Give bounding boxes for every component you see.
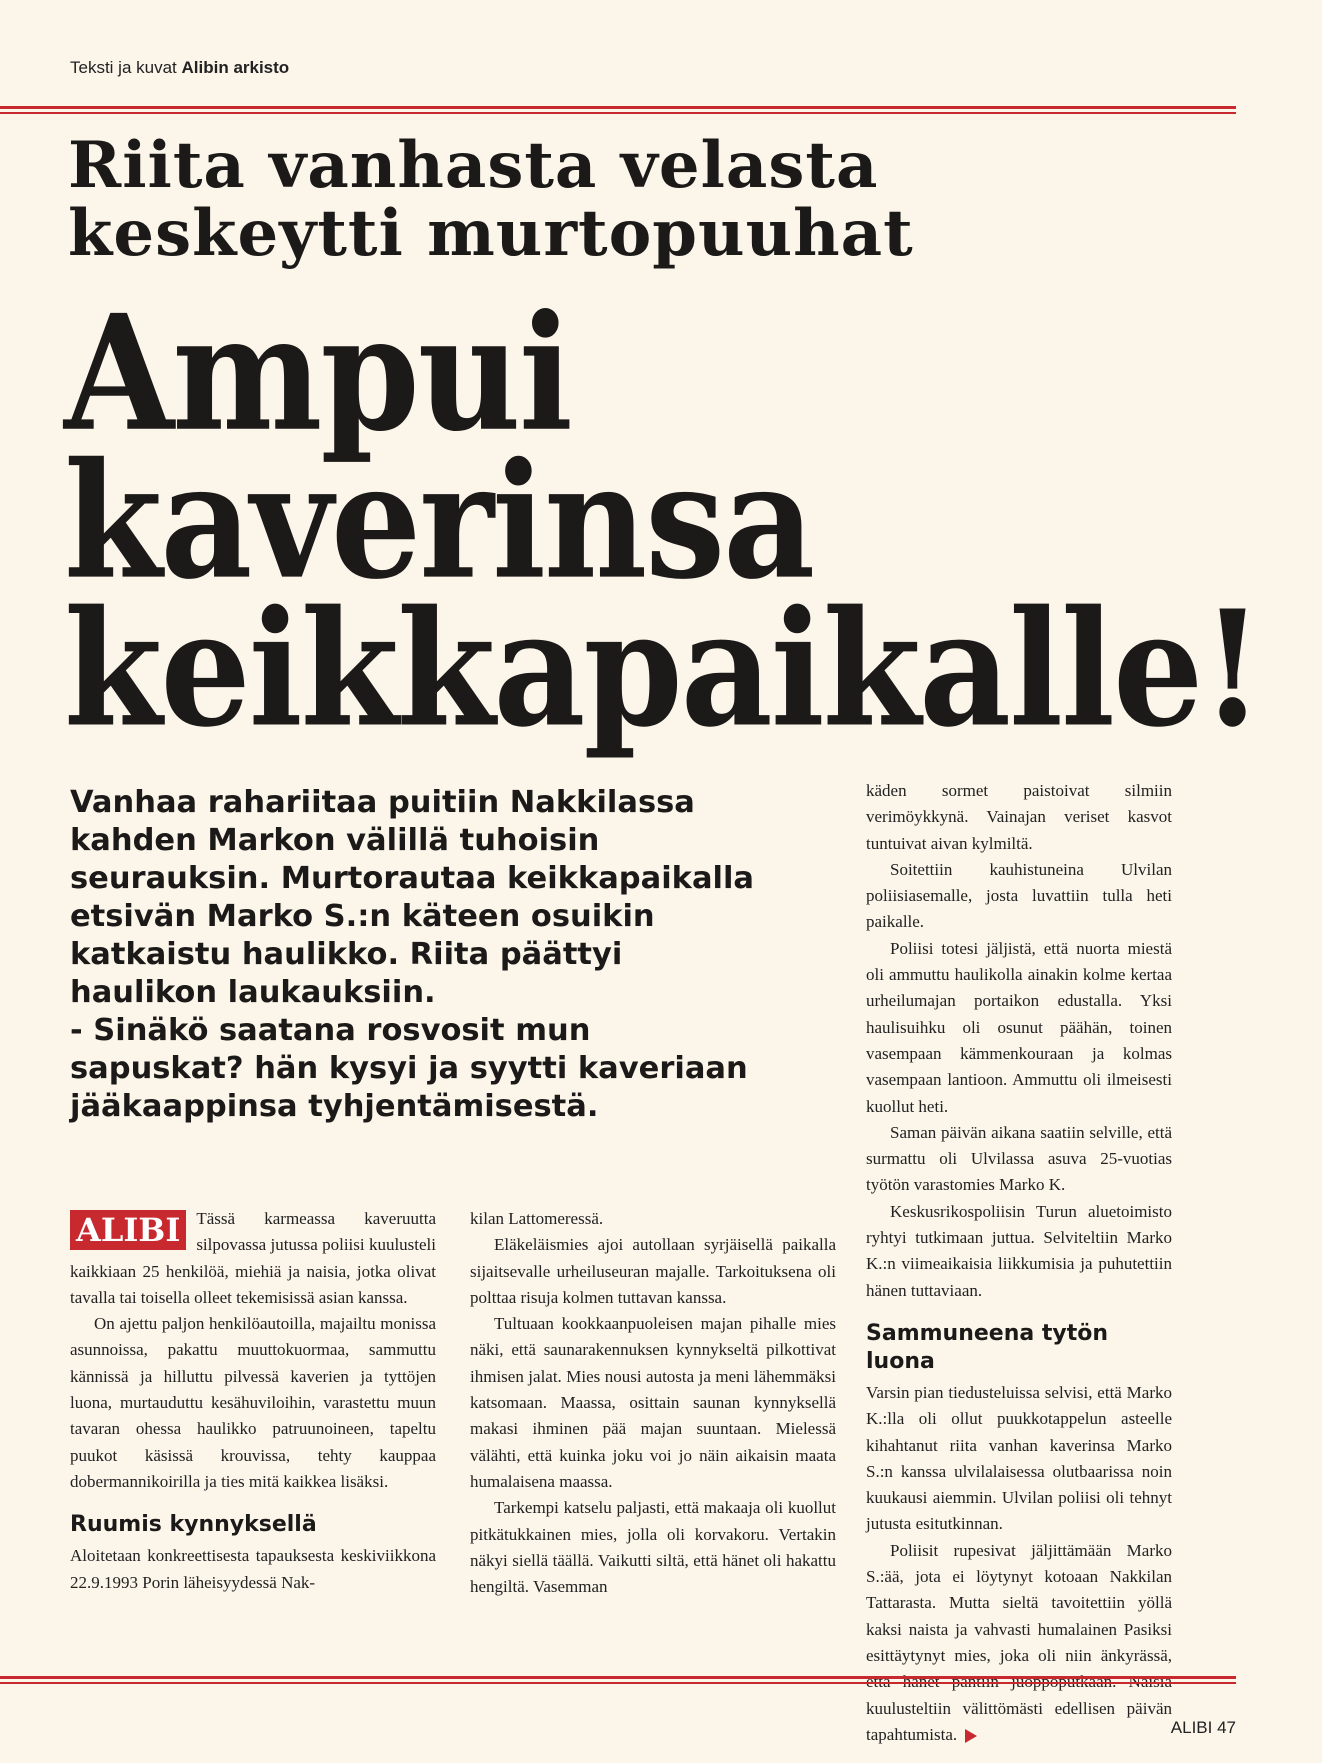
body-paragraph: On ajettu paljon henkilöautoilla, majailtu monissa asunnoissa, pakattu muuttokuormaa, sammuttu kännissä ja hilluttu pilvessä kaverien ja tyttöjen luona, murtauduttu kesähuviloihin, varastettu muun tavaran ohessa haulikko patruunoineen, tapeltu puukot käsissä krouvissa, tehty kauppaa dobermannikoirilla ja ties mitä kaikkea lisäksi. bbox=[70, 1314, 436, 1491]
body-paragraph: Varsin pian tiedusteluissa selvisi, että Marko K.:lla oli ollut puukkotappelun asteelle kihahtanut riita vanhan kaverinsa Marko S.:n kanssa ulvilalaisessa olutbaarissa noin kuukausi aiemmin. Ulvilan poliisi oli tehnyt jutusta esitutkinnan. bbox=[866, 1382, 1172, 1534]
lead-line: - Sinäkö saatana rosvosit mun bbox=[70, 1013, 591, 1048]
main-headline bbox=[64, 280, 1262, 763]
lead-line: etsivän Marko S.:n käteen osuikin bbox=[70, 899, 655, 934]
body-paragraph: Tarkempi katselu paljasti, että makaaja oli kuollut pitkätukkainen mies, jolla oli korvakoru. Vertakin näkyi siellä täällä. Vaikutti siltä, että hänet oli hakattu hengiltä. Vasemman bbox=[470, 1498, 836, 1597]
body-paragraph: Tässä karmeassa kaveruutta silpovassa jutussa poliisi kuulusteli kaikkiaan 25 henkilöä, miehiä ja naisia, jotka olivat tavalla tai toisella olleet tekemisissä asian kanssa. bbox=[70, 1209, 436, 1307]
lead-line: sapuskat? hän kysyi ja syytti kaveriaan bbox=[70, 1051, 748, 1086]
lead-line: Vanhaa rahariitaa puitiin Nakkilassa bbox=[70, 785, 695, 820]
top-rule bbox=[0, 106, 1236, 114]
headline-line: keikkapaikalle! bbox=[64, 576, 1262, 763]
credit-source: Alibin arkisto bbox=[181, 58, 290, 77]
lead-paragraph bbox=[70, 784, 840, 1126]
body-paragraph: Tultuaan kookkaanpuoleisen majan pihalle mies näki, että saunarakennuksen kynnykseltä pilkottivat ihmisen jalat. Mies nousi autosta ja meni lähemmäksi katsomaan. Maassa, osittain saunan kynnyksellä makasi ihminen pää majan suuntaan. Mielessä välähti, että kuinka joku voi jo näin aikaisin maata humalaisena maassa. bbox=[470, 1314, 836, 1491]
lead-line: katkaistu haulikko. Riita päättyi bbox=[70, 937, 623, 972]
body-paragraph: Keskusrikospoliisin Turun aluetoimisto ryhtyi tutkimaan juttua. Selviteltiin Marko K.:n viimeaikaisia liikkumisia ja puhutettiin hänen tuttaviaan. bbox=[866, 1201, 1172, 1300]
body-column-1 bbox=[70, 1206, 436, 1596]
subheading: Ruumis kynnyksellä bbox=[70, 1512, 317, 1538]
kicker-line: Riita vanhasta velasta bbox=[68, 128, 879, 203]
body-paragraph: Poliisi totesi jäljistä, että nuorta miestä oli ammuttu haulikolla ainakin kolme kertaa urheilumajan portaikon edustalla. Yksi haulisuihku oli osunut päähän, toinen vasempaan kämmenkouraan ja kolmas vasempaan lantioon. Ammuttu oli ilmeisesti kuollut heti. bbox=[866, 938, 1172, 1116]
credit-label: Teksti ja kuvat bbox=[70, 58, 177, 77]
body-paragraph-text: Poliisit rupesivat jäljittämään Marko S.:ää, jota ei löytynyt kotoaan Nakkilan Tattarasta. Mutta sieltä tavoitettiin yöllä kaksi naista ja vahvasti humalainen Pasiksi esittäytynyt mies, joka oli niin änkyrässä, että hänet pantiin juoppoputkaan. Naisia kuulusteltiin välittömästi edellisen päivän tapahtumista. bbox=[866, 1540, 1172, 1744]
headline-line: Ampui bbox=[64, 280, 571, 467]
body-paragraph: Aloitetaan konkreettisesta tapauksesta keskiviikkona 22.9.1993 Porin läheisyydessä Nak- bbox=[70, 1546, 436, 1592]
lead-line: haulikon laukauksiin. bbox=[70, 975, 436, 1010]
body-paragraph: Saman päivän aikana saatiin selville, että surmattu oli Ulvilassa asuva 25-vuotias työtön varastomies Marko K. bbox=[866, 1122, 1172, 1195]
body-paragraph: Eläkeläismies ajoi autollaan syrjäisellä paikalla sijaitsevalle urheiluseuran majalle. Tarkoituksena oli polttaa risuja kolmen tuttavan kanssa. bbox=[470, 1235, 836, 1307]
body-paragraph: kilan Lattomeressä. bbox=[470, 1209, 604, 1228]
triangle-right-icon bbox=[965, 1729, 977, 1743]
kicker-headline bbox=[68, 128, 914, 271]
body-paragraph: käden sormet paistoivat silmiin verimöykkynä. Vainajan veriset kasvot tuntuivat aivan kylmiltä. bbox=[866, 781, 1172, 853]
lead-line: kahden Markon välillä tuhoisin bbox=[70, 823, 600, 858]
lead-line: seurauksin. Murtorautaa keikkapaikalla bbox=[70, 861, 755, 896]
alibi-logo: ALIBI bbox=[70, 1210, 186, 1250]
bottom-rule bbox=[0, 1676, 1236, 1684]
headline-line: kaverinsa bbox=[64, 428, 814, 615]
photo-credit bbox=[70, 58, 289, 78]
subheading: Sammuneena tytön luona bbox=[866, 1320, 1109, 1374]
body-column-2 bbox=[470, 1206, 836, 1600]
kicker-line: keskeytti murtopuuhat bbox=[68, 196, 914, 271]
body-paragraph-last bbox=[866, 1538, 1172, 1748]
body-column-3 bbox=[866, 778, 1172, 1748]
page-folio: ALIBI 47 bbox=[1170, 1718, 1236, 1737]
body-paragraph: Soitettiin kauhistuneina Ulvilan poliisiasemalle, josta luvattiin tulla heti paikalle. bbox=[866, 859, 1172, 932]
lead-line: jääkaappinsa tyhjentämisestä. bbox=[70, 1089, 599, 1124]
